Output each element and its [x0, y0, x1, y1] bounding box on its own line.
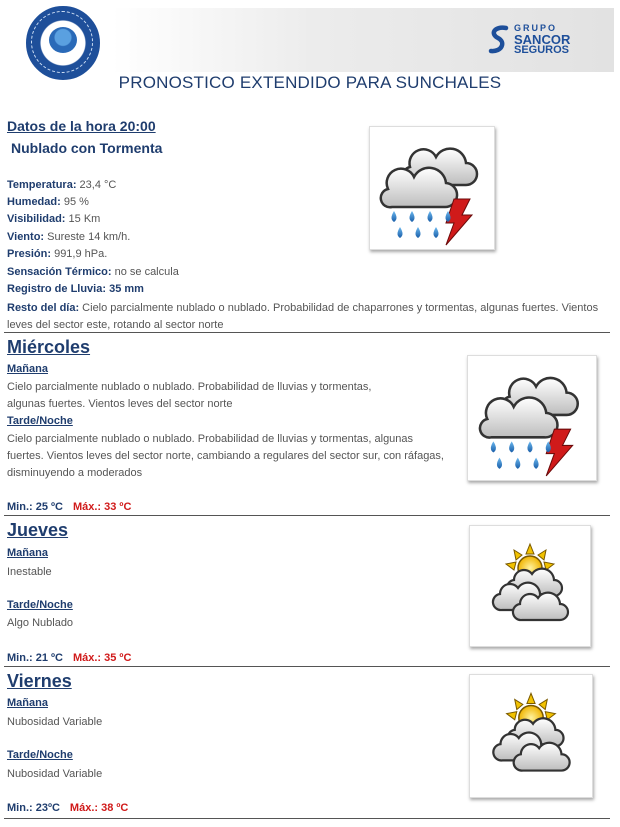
field-viento: Viento: Sureste 14 km/h. — [7, 231, 131, 243]
temperature-range — [7, 652, 131, 664]
current-heading: Datos de la hora 20:00 — [7, 118, 156, 134]
temperature-range — [7, 501, 131, 513]
sancor-s-icon — [488, 24, 510, 56]
evening-text: Nubosidad Variable — [7, 768, 103, 780]
evening-text: Algo Nublado — [7, 617, 74, 629]
morning-label: Mañana — [7, 547, 48, 559]
thunderstorm-icon — [369, 126, 495, 250]
max-temp: Máx.: 33 ºC — [72, 501, 132, 513]
field-lluvia: Registro de Lluvia: 35 mm — [7, 283, 144, 295]
current-condition: Nublado con Tormenta — [11, 140, 163, 156]
morning-label: Mañana — [7, 363, 48, 375]
max-temp: Máx.: 38 ºC — [69, 802, 129, 814]
morning-text: Inestable — [7, 566, 52, 578]
thunderstorm-icon — [467, 355, 597, 481]
day-title-jueves: Jueves — [7, 520, 69, 540]
morning-text: Nubosidad Variable — [7, 716, 103, 728]
smn-seal-logo — [26, 6, 100, 80]
field-temperatura: Temperatura: 23,4 °C — [7, 179, 117, 191]
logo-wordmark: GRUPO SANCOR SEGUROS — [514, 23, 571, 56]
globe-icon — [49, 27, 77, 53]
partly-cloudy-icon — [469, 525, 591, 647]
field-sensacion: Sensación Térmico: no se calcula — [7, 266, 179, 278]
divider — [4, 818, 610, 819]
evening-label: Tarde/Noche — [7, 599, 73, 611]
field-visibilidad: Visibilidad: 15 Km — [7, 213, 101, 225]
day-title-viernes: Viernes — [7, 671, 72, 691]
field-humedad: Humedad: 95 % — [7, 196, 89, 208]
temperature-range — [7, 802, 128, 814]
evening-label: Tarde/Noche — [7, 749, 73, 761]
evening-text: Cielo parcialmente nublado o nublado. Probabilidad de lluvias y tormentas, algunas fuertes. Vientos leves del sector norte, cambiando a regulares del sector sur, con ráfagas, disminuyendo a moderados — [7, 433, 444, 479]
resto-del-dia: Resto del día: Cielo parcialmente nublado o nublado. Probabilidad de chaparrones y tormentas, algunas fuertes. Vientos leves del sector este, rotando al sector norte — [7, 302, 599, 331]
divider — [4, 666, 610, 667]
morning-label: Mañana — [7, 697, 48, 709]
day-title-miercoles: Miércoles — [7, 337, 91, 357]
sancor-seguros-logo — [488, 22, 614, 62]
partly-cloudy-icon — [469, 674, 593, 798]
max-temp: Máx.: 35 ºC — [72, 652, 132, 664]
morning-text: Cielo parcialmente nublado o nublado. Probabilidad de lluvias y tormentas, algunas fuertes. Vientos leves del sector norte — [7, 381, 372, 410]
page-title: PRONOSTICO EXTENDIDO PARA SUNCHALES — [118, 73, 502, 92]
min-temp: Min.: 21 ºC — [7, 652, 63, 664]
divider — [4, 332, 610, 333]
divider — [4, 515, 610, 516]
min-temp: Min.: 23ºC — [7, 802, 60, 814]
field-presion: Presión: 991,9 hPa. — [7, 248, 108, 260]
evening-label: Tarde/Noche — [7, 415, 73, 427]
min-temp: Min.: 25 ºC — [7, 501, 63, 513]
